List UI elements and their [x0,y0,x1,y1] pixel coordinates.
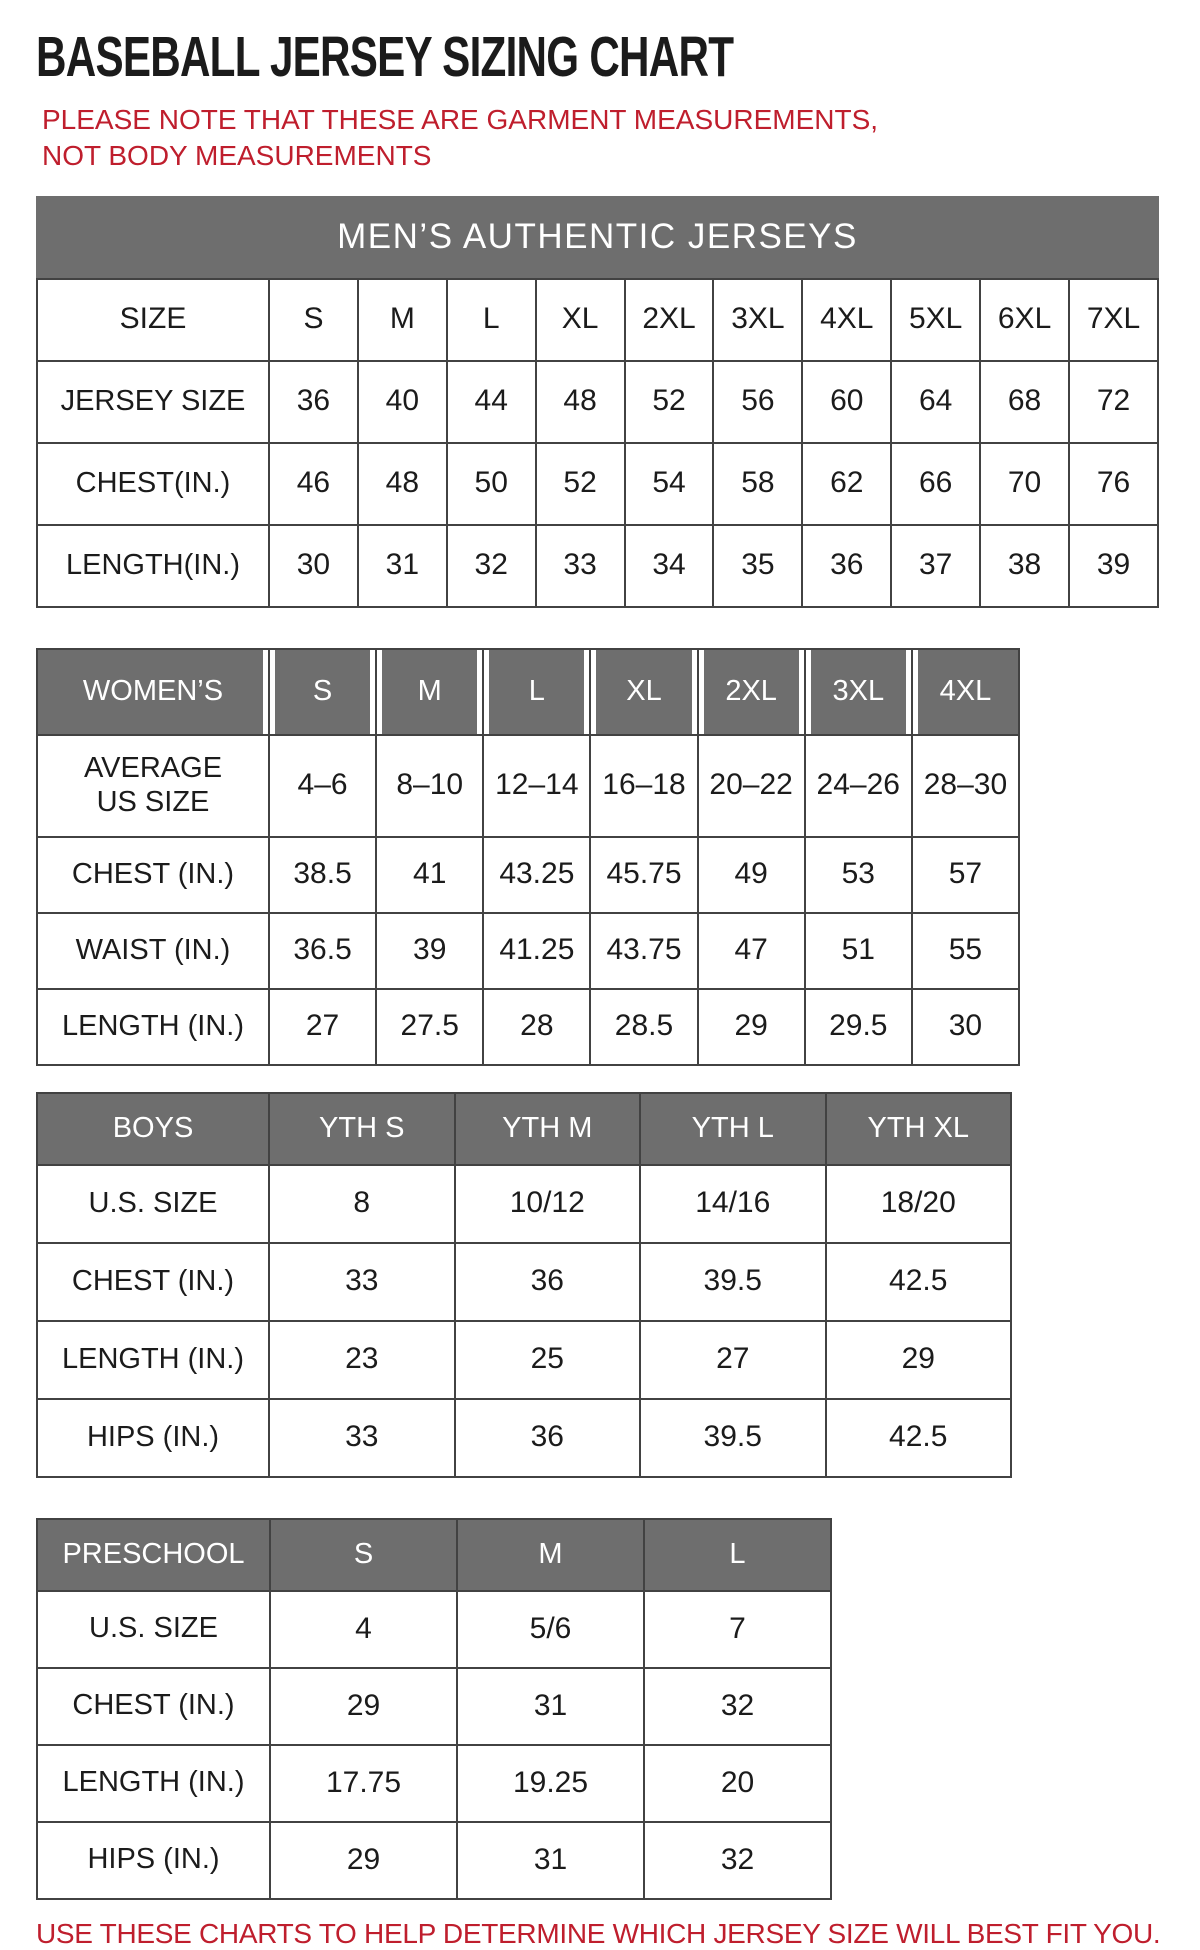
preschool-sizing-table [36,1518,832,1900]
table-cell: 19.25 [457,1745,644,1822]
table-cell: 20 [644,1745,831,1822]
measurement-note: PLEASE NOTE THAT THESE ARE GARMENT MEASUREMENTS, NOT BODY MEASUREMENTS [42,104,879,171]
table-cell: 31 [358,525,447,607]
table-cell: 32 [644,1668,831,1745]
table-cell: 48 [536,361,625,443]
column-header: M [457,1519,644,1591]
table-row [37,1591,831,1668]
table-cell: 62 [802,443,891,525]
header-row [37,1519,831,1591]
column-header: 2XL [625,279,714,361]
table-cell: 40 [358,361,447,443]
table-row [37,361,1158,443]
column-header: XL [536,279,625,361]
table-cell: 31 [457,1668,644,1745]
table-cell: 12–14 [483,735,590,837]
womens-sizing-table [36,648,1020,1066]
table-cell: 18/20 [826,1165,1012,1243]
table-row [37,1822,831,1899]
table-cell: 38 [980,525,1069,607]
column-header: YTH M [455,1093,641,1165]
table-cell: 29 [270,1822,457,1899]
table-cell: 31 [457,1822,644,1899]
column-header: M [358,279,447,361]
table-row [37,913,1019,989]
table-title-cell: SIZE [37,279,269,361]
table-cell: 45.75 [590,837,697,913]
table-row [37,443,1158,525]
row-label: U.S. SIZE [37,1591,270,1668]
table-cell: 51 [805,913,912,989]
table-cell: 28.5 [590,989,697,1065]
table-cell: 39.5 [640,1243,826,1321]
column-header: L [447,279,536,361]
table-cell: 8 [269,1165,455,1243]
table-cell: 27.5 [376,989,483,1065]
table-cell: 29 [270,1668,457,1745]
table-cell: 4 [270,1591,457,1668]
column-header: XL [590,649,697,735]
column-header: 6XL [980,279,1069,361]
table-cell: 53 [805,837,912,913]
table-cell: 32 [644,1822,831,1899]
column-header: 3XL [713,279,802,361]
table-cell: 36 [455,1399,641,1477]
table-cell: 29 [826,1321,1012,1399]
table-row [37,1745,831,1822]
table-row [37,1399,1011,1477]
row-label: CHEST (IN.) [37,1243,269,1321]
table-cell: 36.5 [269,913,376,989]
table-cell: 54 [625,443,714,525]
row-label: LENGTH(IN.) [37,525,269,607]
column-header: M [376,649,483,735]
table-row [37,735,1019,837]
table-row [37,1243,1011,1321]
table-cell: 33 [269,1243,455,1321]
column-header: S [269,279,358,361]
row-label: LENGTH (IN.) [37,1321,269,1399]
table-cell: 36 [802,525,891,607]
page-title-text: BASEBALL JERSEY SIZING CHART [36,25,734,89]
table-row [37,837,1019,913]
column-header: 2XL [698,649,805,735]
table-title-cell: PRESCHOOL [37,1519,270,1591]
row-label: AVERAGE US SIZE [37,735,269,837]
column-header: 3XL [805,649,912,735]
table-row [37,525,1158,607]
row-label: HIPS (IN.) [37,1399,269,1477]
row-label: U.S. SIZE [37,1165,269,1243]
table-cell: 36 [269,361,358,443]
mens-sizing-table [36,278,1159,608]
table-cell: 28 [483,989,590,1065]
footer-note: USE THESE CHARTS TO HELP DETERMINE WHICH JERSEY SIZE WILL BEST FIT YOU. [36,1917,1161,1949]
table-cell: 28–30 [912,735,1019,837]
column-header: YTH L [640,1093,826,1165]
row-label: LENGTH (IN.) [37,1745,270,1822]
column-header: 5XL [891,279,980,361]
table-cell: 41 [376,837,483,913]
table-row [37,1321,1011,1399]
table-cell: 20–22 [698,735,805,837]
table-cell: 10/12 [455,1165,641,1243]
row-label: WAIST (IN.) [37,913,269,989]
table-cell: 72 [1069,361,1158,443]
table-cell: 68 [980,361,1069,443]
column-header: L [483,649,590,735]
table-cell: 37 [891,525,980,607]
table-cell: 33 [269,1399,455,1477]
table-cell: 24–26 [805,735,912,837]
table-cell: 58 [713,443,802,525]
table-cell: 41.25 [483,913,590,989]
table-cell: 39.5 [640,1399,826,1477]
table-cell: 39 [376,913,483,989]
header-row [37,1093,1011,1165]
table-cell: 34 [625,525,714,607]
table-cell: 35 [713,525,802,607]
column-header: S [270,1519,457,1591]
table-cell: 32 [447,525,536,607]
table-cell: 49 [698,837,805,913]
table-cell: 30 [912,989,1019,1065]
table-row [37,989,1019,1065]
table-cell: 46 [269,443,358,525]
row-label: CHEST (IN.) [37,1668,270,1745]
table-cell: 56 [713,361,802,443]
table-cell: 64 [891,361,980,443]
row-label: JERSEY SIZE [37,361,269,443]
table-row [37,1668,831,1745]
table-cell: 25 [455,1321,641,1399]
table-cell: 42.5 [826,1399,1012,1477]
boys-sizing-table [36,1092,1012,1478]
table-cell: 29 [698,989,805,1065]
table-cell: 17.75 [270,1745,457,1822]
row-label: LENGTH (IN.) [37,989,269,1065]
table-cell: 60 [802,361,891,443]
table-cell: 42.5 [826,1243,1012,1321]
column-header: S [269,649,376,735]
table-cell: 7 [644,1591,831,1668]
table-row [37,1165,1011,1243]
table-cell: 44 [447,361,536,443]
header-row [37,279,1158,361]
page-title [36,26,1200,92]
table-cell: 14/16 [640,1165,826,1243]
table-cell: 38.5 [269,837,376,913]
row-label: CHEST(IN.) [37,443,269,525]
column-header: 4XL [912,649,1019,735]
table-cell: 36 [455,1243,641,1321]
column-header: YTH S [269,1093,455,1165]
table-cell: 52 [625,361,714,443]
table-cell: 29.5 [805,989,912,1065]
table-cell: 27 [269,989,376,1065]
column-header: L [644,1519,831,1591]
table-cell: 55 [912,913,1019,989]
table-title-cell: WOMEN’S [37,649,269,735]
table-cell: 57 [912,837,1019,913]
table-cell: 43.25 [483,837,590,913]
table-cell: 48 [358,443,447,525]
mens-table-banner: MEN’S AUTHENTIC JERSEYS [36,196,1159,278]
table-cell: 4–6 [269,735,376,837]
column-header: YTH XL [826,1093,1012,1165]
table-cell: 39 [1069,525,1158,607]
row-label: HIPS (IN.) [37,1822,270,1899]
table-cell: 43.75 [590,913,697,989]
table-cell: 66 [891,443,980,525]
column-header: 4XL [802,279,891,361]
table-title-cell: BOYS [37,1093,269,1165]
table-cell: 70 [980,443,1069,525]
table-cell: 27 [640,1321,826,1399]
column-header: 7XL [1069,279,1158,361]
table-cell: 23 [269,1321,455,1399]
table-cell: 76 [1069,443,1158,525]
table-cell: 30 [269,525,358,607]
table-cell: 47 [698,913,805,989]
table-cell: 52 [536,443,625,525]
table-cell: 33 [536,525,625,607]
table-cell: 5/6 [457,1591,644,1668]
table-cell: 50 [447,443,536,525]
header-row [37,649,1019,735]
row-label: CHEST (IN.) [37,837,269,913]
table-cell: 16–18 [590,735,697,837]
table-cell: 8–10 [376,735,483,837]
